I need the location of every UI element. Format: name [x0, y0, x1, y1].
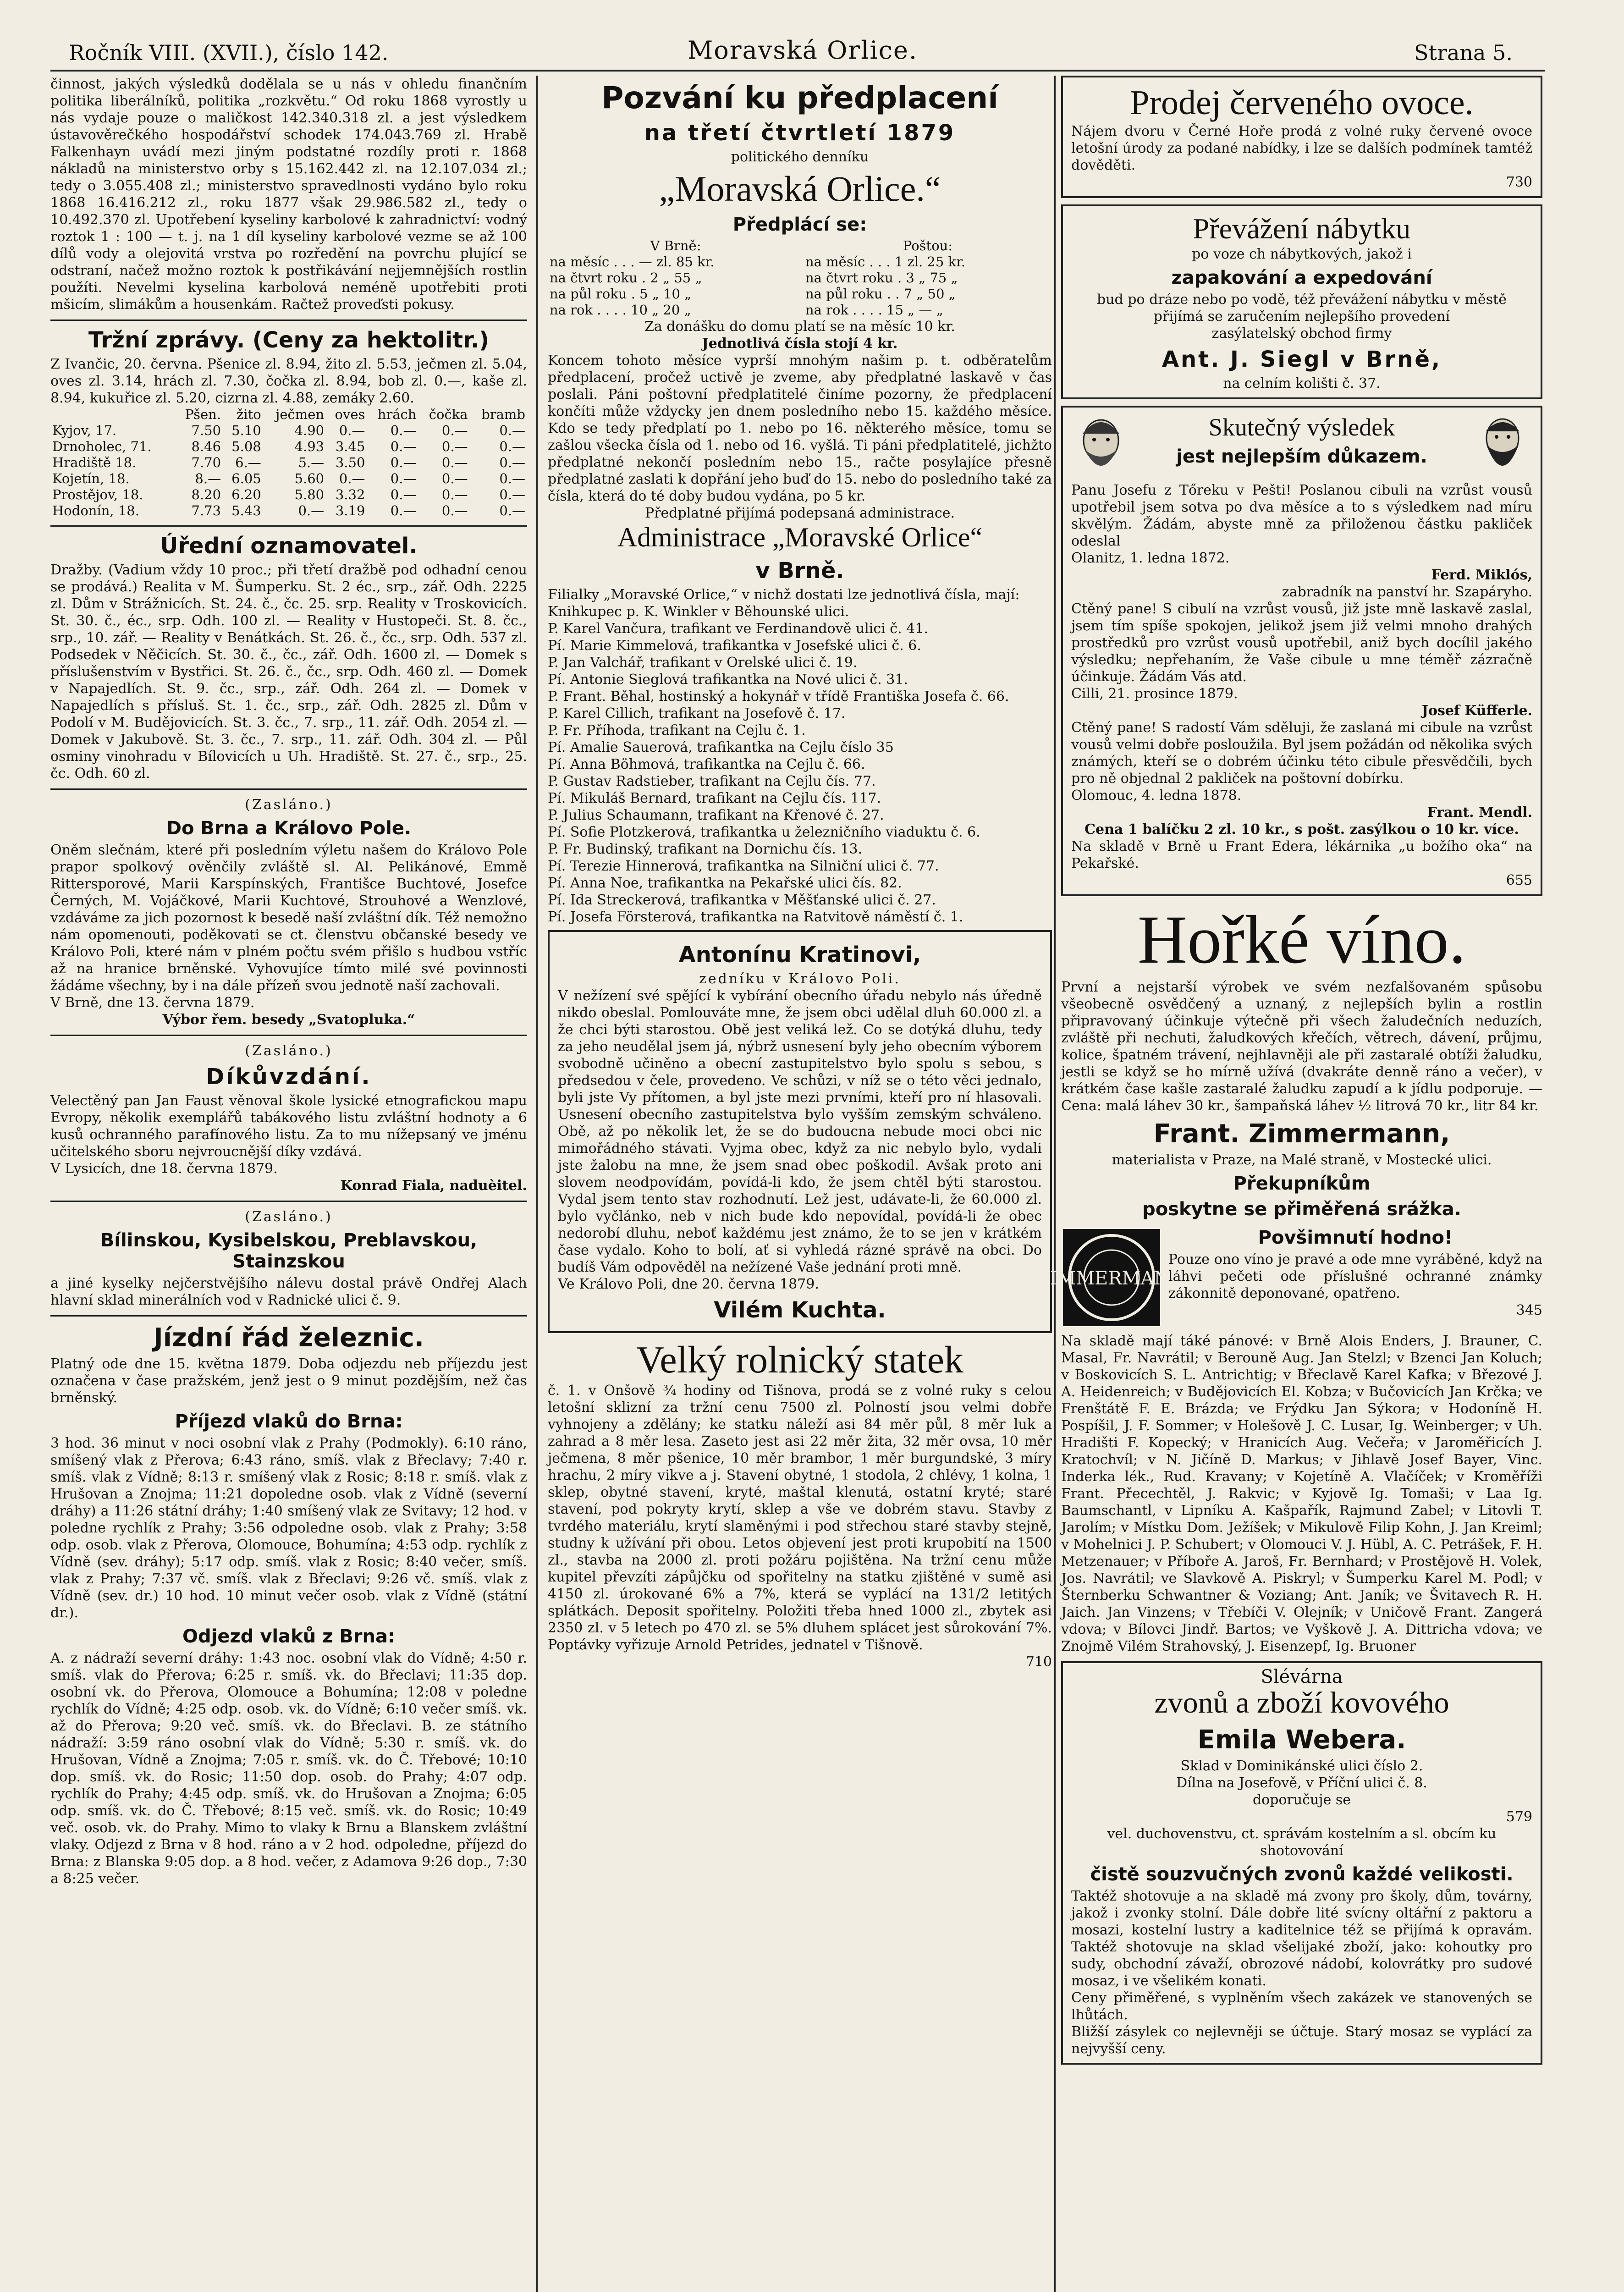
table-row — [50, 471, 527, 487]
table-cell: 8.46 — [191, 439, 221, 454]
bell-body2: Taktéž shotovuje a na skladě má zvony pro školy, dům, továrny, jakož i zvonky stolní. Dále dobře lité svícny oltářní z paktoru a mosazi, kostelní lustry a kaditelnice též se přijímá k opravám. Taktéž shotovuje na sklad všelijaké zboží, jako: kohoutky pro sudy, obchodní závaží, obrozové nádobí, kolovrátky pro sudové mosaz, i ve všelikém konati. — [1071, 1888, 1532, 1989]
column-left — [50, 76, 527, 2292]
furniture-body2: bud po dráze nebo po vodě, též převážení nábytku v městě přijímá se zaručením nejlepšího provedení — [1097, 292, 1507, 325]
table-header-cell: Pšen. — [185, 407, 221, 422]
subscription-paper: „Moravská Orlice.“ — [659, 169, 941, 209]
departures-title: Odjezd vlaků z Brna: — [182, 1626, 395, 1647]
result-date: Olanitz, 1. ledna 1872. — [1071, 550, 1230, 566]
subscription-quarter: na třetí čtvrtletí 1879 — [644, 120, 956, 146]
table-cell: 3.19 — [335, 503, 365, 518]
result-sign: Frant. Mendl. — [1427, 804, 1532, 821]
table-cell: na čtvrt roku . 3 „ 75 „ — [805, 270, 958, 286]
table-cell: 0.— — [441, 455, 468, 470]
list-item: Pí. Sofie Plotzkerová, trafikantka u železničního viaduktu č. 6. — [548, 824, 980, 840]
result-body: Ctěný pane! S radostí Vám sděluji, že zaslaná mi cibule na vzrůst vousů velmi dobře posloužila. Byl jsem požádán od několika svých známých, kteří se o dobrém účinku této cibule přesvědčili, bych pro ně objednal 2 pakliček na poštovní dobírku. — [1071, 720, 1532, 787]
administration-title: Administrace „Moravské Orlice“ — [617, 522, 983, 552]
farm-title: Velký rolnický statek — [636, 1339, 963, 1381]
timetable-intro: Platný ode dne 15. května 1879. Doba odjezdu neb příjezdu jest označena v čase pražském, jenž jest o 9 minut pozdějším, než čas brněnský. — [50, 1356, 527, 1406]
table-cell: 5.60 — [294, 471, 325, 486]
kratina-subtitle: zedníku v Královo Poli. — [699, 971, 901, 987]
bell-address-2: Dílna na Josefově, v Příční ulici č. 8. — [1176, 1775, 1427, 1791]
table-cell: 5.80 — [294, 487, 325, 502]
table-cell: 0.— — [441, 503, 468, 518]
result-date: Cilli, 21. prosince 1879. — [1071, 686, 1238, 702]
masthead-title: Moravská Orlice. — [688, 36, 918, 65]
prices-title: Předplácí se: — [732, 214, 867, 235]
farm-number: 710 — [1025, 1654, 1052, 1670]
zaslano-label: (Zasláno.) — [245, 1209, 333, 1225]
list-item: P. Karel Cillich, trafikant na Josefově č. 17. — [548, 705, 846, 722]
wine-reward: Překupníkům — [1233, 1173, 1371, 1194]
bell-foundry-ad — [1061, 1661, 1542, 2065]
table-cell: 5.08 — [231, 439, 261, 454]
table-row — [548, 302, 1052, 318]
wine-firm: Frant. Zimmermann, — [1153, 1119, 1450, 1149]
bell-main: čistě souzvučných zvonů každé velikosti. — [1090, 1864, 1514, 1885]
market-price-table — [50, 407, 527, 519]
bell-body: vel. duchovenstvu, ct. správám kostelním a sl. obcím ku shotovování — [1107, 1826, 1497, 1859]
table-cell: Drnoholec, 71. — [52, 439, 152, 454]
subscription-end: Předplatné přijímá podepsaná administrace. — [644, 505, 955, 521]
table-row — [50, 503, 527, 519]
market-text: Z Ivančic, 20. června. Pšenice zl. 8.94, žito zl. 5.53, ječmen zl. 5.04, oves zl. 3.14, hrách zl. 7.30, čočka zl. 8.94, bob zl. 0.—, kaše zl. 8.94, kukuřice zl. 5.20, cizrna zl. 4.88, zemáky 2.60. — [50, 356, 527, 406]
trademark-seal-icon — [1037, 1227, 1186, 1328]
furniture-address: na celním kolišti č. 37. — [1223, 375, 1381, 391]
wine-firm-address: materialista v Praze, na Malé straně, v Mostecké ulici. — [1112, 1152, 1492, 1168]
zaslano-label: (Zasláno.) — [245, 797, 333, 813]
bell-end: Bližší zásylek co nejlevněji se účtuje. Starý mosaz se vyplácí za nejvyšší ceny. — [1071, 2024, 1532, 2057]
result-body: Panu Josefu z Tőreku v Pešti! Poslanou cibuli na vzrůst vousů upotřebil jsem sotva po dva měsíce a to s výsledkem nad míru skvělým. Žádám, abyste mně za přiloženou částku pakliček odeslal — [1071, 482, 1532, 549]
list-item: P. Gustav Radstieber, trafikant na Cejlu čís. 77. — [548, 773, 876, 789]
table-cell: 7.70 — [191, 455, 221, 470]
divider — [50, 320, 527, 321]
zaslano-title: Bílinskou, Kysibelskou, Preblavskou, Stainzskou — [100, 1230, 478, 1272]
table-cell: na měsíc . . . 1 zl. 25 kr. — [805, 254, 966, 270]
result-store: Na skladě v Brně u Frant Edera, lékárnika „u božího oka“ na Pekařské. — [1071, 838, 1532, 871]
bell-title-1: Slévárna — [1261, 1666, 1343, 1687]
list-item: Pí. Mikuláš Bernard, trafikant na Cejlu čís. 117. — [548, 790, 881, 806]
table-cell: na rok . . . . 15 „ — „ — [805, 302, 943, 318]
table-cell: 0.— — [390, 455, 417, 470]
zaslano-label: (Zasláno.) — [245, 1043, 333, 1059]
table-cell: Kyjov, 17. — [52, 423, 117, 438]
fruit-title: Prodej červeného ovoce. — [1130, 83, 1474, 122]
table-cell: 3.50 — [335, 455, 365, 470]
wine-number: 345 — [1516, 1302, 1542, 1318]
filials-list — [548, 603, 1052, 926]
table-row — [50, 487, 527, 503]
bell-title-2: zvonů a zboží kovového — [1154, 1686, 1449, 1719]
table-cell: 0.— — [499, 503, 525, 518]
table-header-cell: oves — [335, 407, 365, 422]
arrivals-text: 3 hod. 36 minut v noci osobní vlak z Prahy (Podmokly). 6:10 ráno, smíšený vlak z Přerova; 6:43 ráno, smíš. vlak z Břeclavy; 7:40 r. smíš. vlak z Vídně; 8:13 r. smíšený vlak z Rosic; 8:18 r. smíš. vlak z Hrušovan a Znojma; 11:21 dopoledne osob. vlak z Vídně (severní dráhy) a 11:26 státní dráhy; 1:40 smíšený vlak ze Svitavy; 12 hod. v poledne rychlík z Prahy; 3:56 odpoledne osob. vlak z Prahy; 3:58 odp. osob. vlak z Přerova, Olomouce, Bohumína; 4:53 odp. rychlík z Vídně (sev. dráhy); 5:17 odp. smíš. vlak z Rosic; 8:40 večer, smíš. vlak z Prahy; 7:37 vč. smíš. vlak z Břeclavi; 9:26 vč. smíš. vlak z Vídně (sev. dr.) 10 hod. 10 minut večer osob. vlak z Vídně (státní dr.). — [50, 1435, 527, 1621]
bell-number: 579 — [1506, 1809, 1532, 1825]
table-cell: 8.— — [195, 471, 221, 486]
result-number: 655 — [1506, 872, 1532, 888]
kratina-sign: Vilém Kuchta. — [714, 1297, 886, 1323]
kratina-notice — [548, 930, 1052, 1333]
table-cell: 0.— — [499, 471, 525, 486]
bell-body3: Ceny přiměřené, s vyplněním všech zakázek ve stanovených se lhůtách. — [1071, 1990, 1532, 2023]
table-cell: 7.50 — [191, 423, 221, 438]
list-item: Pí. Marie Kimmelová, trafikantka v Josefské ulici č. 6. — [548, 638, 921, 654]
table-header-row — [548, 238, 1052, 254]
table-cell: 6.20 — [231, 487, 261, 502]
divider — [50, 788, 527, 790]
issue-number: Ročník VIII. (XVII.), číslo 142. — [69, 40, 389, 65]
result-sign: Josef Küfferle. — [1421, 703, 1532, 719]
list-item: Pí. Anna Noe, trafikantka na Pekařské ulici čís. 82. — [548, 875, 902, 891]
table-cell: 0.— — [441, 439, 468, 454]
divider — [50, 1035, 527, 1036]
seal-text: ZIMMERMANN — [1037, 1268, 1186, 1289]
finance-article: činnost, jakých výsledků dodělala se u nás v ohledu finančním politika liberálníků, politika „rozkvětu.“ Od roku 1868 vyrostly u nás vydaje pouze o maličkost 142.340.318 zl. a jest výsledkem ústavověrečkého hospodářství schodek 174.043.769 zl. Hrabě Falkenhayn uvádí mezi jiným podstatné rozdíly proti r. 1868 nákladů na ministerstvo orby s 15.162.442 zl. na 12.107.034 zl.; tedy o 3.055.408 zl.; ministerstvo spravedlnosti vydáno bylo roku 1868 16.416.212 zl., roku 1877 však 29.986.582 zl., tedy o 10.492.370 zl. Upotřebení kyseliny karbolové k zahradnictví: vodný roztok 1 : 100 — t. j. na 1 díl kyseliny karbolové vezme se až 100 dílů vody a olejovitá vrstva po rozředění na povrchu plující se odstraní, načež možno roztok k postřikávání nejjemnějších rostlin použíti. Nevelmi kyselina karbolová neméně upotřebiti proti mšicím, slimákům a housenkám. Račtež proveďsti pokusy. — [50, 76, 527, 313]
table-cell: 5.43 — [231, 503, 261, 518]
table-cell: 0.— — [499, 455, 525, 470]
zaslano-title: Do Brna a Královo Pole. — [166, 818, 412, 839]
table-cell: 0.— — [499, 439, 525, 454]
result-body: Ctěný pane! S cibulí na vzrůst vousů, již jste mně laskavě zaslal, jsem tím spíše spokojen, jelikož jsem již velmi mnoho drahých prostředků pro vzrůst vousů upotřebil, aniž bych docílil jakého výsledku; nepřehaním, že Vaše cibule u mne téměř zázračně účinkuje. Žádám Vás atd. — [1071, 601, 1532, 685]
table-cell: 0.— — [390, 487, 417, 502]
table-row — [50, 439, 527, 455]
table-cell: 0.— — [339, 423, 365, 438]
table-cell: 8.20 — [191, 487, 221, 502]
table-header-cell: ječmen — [275, 407, 325, 422]
table-cell: 0.— — [339, 471, 365, 486]
zaslano-date: V Lysicích, dne 18. června 1879. — [50, 1161, 278, 1177]
furniture-title: Převážení nábytku — [1193, 212, 1411, 245]
table-header-cell: Poštou: — [903, 238, 953, 253]
table-header-cell: V Brně: — [650, 238, 701, 253]
wine-warning: Pouze ono víno je pravé a ode mne vyráběné, když na láhvi pečeti ode příslušné ochranné známky zákonnitě deponované, opatřeno. — [1168, 1251, 1542, 1301]
list-item: Pí. Amalie Sauerová, trafikantka na Cejlu číslo 35 — [548, 739, 894, 755]
filials-intro: Filialky „Moravské Orlice,“ v nichž dostati lze jednotlivá čísla, mají: — [548, 587, 1020, 603]
wine-body: První a nejstarší výrobek ve svém nezfalšovaném spůsobu všeobecně osvědčený a uznaný, z nejlepších bylin a rostlin připravovaný účinkuje výtečně při všech žaludečních neduzích, zvláště při nechuti, žaludkových křečích, větrech, dávení, průjmu, kolice, špatném trávení, nejhlavněji ale při zastaralé obtíži žaludku, jestli se když se ho mírně užívá (dvakráte denně ráno a večer), v krátkém čase kašle zastaralé žaludku zapudí a k jídlu podporuje. — Cena: malá láhev 30 kr., šampaňská láhev ½ litrová 70 kr., litr 84 kr. — [1061, 979, 1542, 1114]
column-divider-2 — [1054, 76, 1056, 2292]
delivery-note: Za donášku do domu platí se na měsíc 10 kr. — [644, 319, 955, 335]
list-item: P. Jan Valchář, trafikant v Orelské ulici č. 19. — [548, 655, 858, 671]
page-number: Strana 5. — [1414, 40, 1513, 65]
wine-seal-row — [1037, 1223, 1542, 1333]
result-date: Olomouc, 4. ledna 1878. — [1071, 788, 1242, 804]
fruit-ad — [1061, 76, 1542, 198]
table-cell: na rok . . . . 10 „ 20 „ — [550, 302, 691, 318]
table-cell: 0.— — [298, 503, 325, 518]
table-cell: na půl roku . 5 „ 10 „ — [550, 286, 692, 302]
bell-title-3: Emila Webera. — [1197, 1725, 1406, 1755]
list-item: P. Julius Schaumann, trafikant na Křenové č. 27. — [548, 807, 884, 823]
furniture-firm: Ant. J. Siegl v Brně, — [1162, 347, 1442, 372]
result-subtitle: jest nejlepším důkazem. — [1176, 446, 1427, 467]
zaslano-date: V Brně, dne 13. června 1879. — [50, 995, 255, 1011]
furniture-body3: zasýlatelský obchod firmy — [1211, 325, 1392, 342]
kratina-body: V nežízení své spějící k vybírání obecního úřadu nebylo nás úředně nikdo obeslal. Pomlouváte mne, že jsem obci udělal dluh 60.000 zl. a že chci býti starostou. Obě jest veliká lež. Co se dotýká dluhu, tedy za jeho neudělal jsem já, nýbrž usnesení byly jeho obecním výborem svobodně učiněno a obecní zastupitelstvo bylo spolu s sebou, s předsedou v čele, provedeno. Ve schůzi, v níž se o této věci jednalo, byli jste Vy přítomen, a byl jste mezi prvními, kteří pro ní hlasovali. Usnesení obecního zastupitelstva bylo vyšším zemským schváleno. Obě, až po několik let, že se do budoucna nebude moci obci nic mimořádného stávati. Vyjma obec, když za nic nebylo bylo, vydali jste žalobu na mne, že jsem snad obec poškodil. Avšak proto ani slovem neodpovídám, povídá-li kdo, že jsem chtěl býti starostou. Vydal jsem tento stav rozhodnutí. Lež jest, udávate-li, že 60.000 zl. bylo vyčlánko, neb v nich bude kdo nepovídal, povídá-li že obec nedorobí dluhu, neboť každému jest známo, že to se jen v krátkém čase vydalo. Koho to bolí, ať si vyhledá rázné správě na obci. Do budíš Vám odpověděl na nežízené Vaše jednání proti mně. — [558, 988, 1042, 1275]
table-header-cell: žito — [237, 407, 261, 422]
single-copy-price: Jednotlivá čísla stojí 4 kr. — [702, 336, 898, 352]
bell-address-1: Sklad v Dominikánské ulici číslo 2. — [1180, 1758, 1423, 1774]
official-title: Úřední oznamovatel. — [160, 533, 418, 559]
wine-title: Hořké víno. — [1137, 902, 1466, 978]
zaslano-text: a jiné kyselky nejčerstvějšího nálevu dostal právě Ondřej Alach hlavní sklad minerálních vod v Radnické ulici č. 9. — [50, 1275, 527, 1308]
fruit-body: Nájem dvoru v Černé Hoře prodá z volné ruky červené ovoce letošní úrody za podané nabídky, i lze se dalších podmínek tamtéž dověděti. — [1071, 123, 1532, 173]
fruit-number: 730 — [1506, 174, 1532, 190]
timetable-title: Jízdní řád železnic. — [153, 1323, 424, 1353]
table-cell: 6.— — [235, 455, 261, 470]
table-cell: 4.93 — [294, 439, 325, 454]
table-cell: 0.— — [390, 503, 417, 518]
page-header — [69, 36, 1513, 68]
table-cell: 3.32 — [335, 487, 365, 502]
list-item: P. Fr. Budinský, trafikant na Dornichu čís. 13. — [548, 841, 863, 857]
table-cell: na půl roku . . 7 „ 50 „ — [805, 286, 956, 302]
bell-recommend: doporučuje se — [1252, 1792, 1351, 1808]
table-cell: 0.— — [390, 423, 417, 438]
table-cell: 7.73 — [191, 503, 221, 518]
subscription-title: Pozvání ku předplacení — [601, 80, 998, 116]
zaslano-text: Velectěný pan Jan Faust věnoval škole lysické etnografickou mapu Evropy, několik exemplářů tabákového listu zvláštní hodnoty a 6 kusů ochranného parafínového listu. Za to mu nížepsaný ve jménu učitelského sboru nejvroucnější díky vzdává. — [50, 1093, 527, 1160]
table-cell: 0.— — [390, 439, 417, 454]
list-item: Pí. Terezie Hinnerová, trafikantka na Silniční ulici č. 77. — [548, 858, 939, 874]
table-cell: Prostějov, 18. — [52, 487, 143, 502]
subscription-political: politického denníku — [731, 149, 869, 165]
wine-warning-title: Povšimnutí hodno! — [1258, 1227, 1453, 1248]
result-price: Cena 1 balíčku 2 zl. 10 kr., s pošt. zasýlkou o 10 kr. více. — [1085, 821, 1519, 837]
list-item: Pí. Ida Streckerová, trafikantka v Měšťanské ulici č. 27. — [548, 892, 936, 908]
arrivals-title: Příjezd vlaků do Brna: — [175, 1411, 403, 1432]
list-item: Pí. Josefa Försterová, trafikantka na Ratvitově náměstí č. 1. — [548, 909, 963, 925]
list-item: P. Fr. Příhoda, trafikant na Cejlu č. 1. — [548, 722, 806, 738]
zaslano-sign: Výbor řem. besedy „Svatopluka.“ — [162, 1012, 415, 1028]
table-cell: 5.10 — [231, 423, 261, 438]
man-portrait-icon — [1071, 413, 1131, 482]
market-title: Tržní zprávy. (Ceny za hektolitr.) — [88, 327, 490, 353]
table-cell: na čtvrt roku . 2 „ 55 „ — [550, 270, 702, 286]
subscription-body: Koncem tohoto měsíce vyprší mnohým našim p. t. odběratelům předplacení, pročež uctivě je zveme, aby předplatné laskavě v čas poslali. Páni poštovní předplatitelé činíme pozorny, že předplacení končíti může vždycky jen dnem posledního nebo 15. každého měsíce. Kdo se tedy předplatí po 1. nebo po 16. některého měsíce, tomu se zašlou všecka čísla od 1. nebo od 16. vyšlá. Ti páni předplatitelé, jichžto předplatné nekončí posledním nebo 15., račte posylajíce přesně předplatné zaslati k dopřání jeho buď do 15. nebo do posledního také za čísla, která do té doby budou vydána, po 5 kr. — [548, 353, 1052, 504]
table-header-cell — [50, 407, 175, 423]
zaslano-sign: Konrad Fiala, naduèitel. — [340, 1178, 527, 1194]
table-cell: 5.— — [298, 455, 325, 470]
table-row — [548, 270, 1052, 286]
table-cell: 6.05 — [231, 471, 261, 486]
divider — [50, 525, 527, 527]
hair-growth-ad — [1061, 406, 1542, 896]
table-header-cell: čočka — [429, 407, 468, 422]
zaslano-title: Díkůvzdání. — [206, 1064, 372, 1090]
list-item: Knihkupec p. K. Winkler v Běhounské ulici. — [548, 604, 849, 620]
wine-reward2: poskytne se přiměřená srážka. — [1142, 1199, 1461, 1220]
zaslano-text: Oněm slečnám, které při posledním výletu našem do Královo Pole prapor spolkový ověnčily zvláště sl. Al. Pelikánové, Emmě Rittersporové, Marii Karspínských, Františce Buchtové, Josefce Černých, M. Vojáčkové, Marii Kuchtové, Strouhové a Wenzlové, vzdáváme za jich pozornost k besedě naší zvláštní dík. Též nemožno nám opomenouti, poděkovati se ct. členstvu občanské besedy ve Královo Poli, které nám v plném počtu svém přišlo s hudbou vstříc až na hranice brněnské. Vyhovujíce tímto milé své povinnosti žádáme všechny, by i na dále přízeň svou jednotě naší zachovali. — [50, 842, 527, 994]
list-item: Pí. Antonie Sieglová trafikantka na Nové ulici č. 31. — [548, 672, 908, 688]
table-cell: 0.— — [441, 487, 468, 502]
result-sign: Ferd. Miklós, — [1431, 567, 1532, 583]
ad-header — [1071, 413, 1532, 482]
furniture-subtitle: zapakování a expedování — [1171, 267, 1432, 288]
table-cell: 3.45 — [335, 439, 365, 454]
list-item: P. Frant. Běhal, hostinský a hokynář v třídě Františka Josefa č. 66. — [548, 689, 1009, 705]
kratina-date: Ve Královo Poli, dne 20. června 1879. — [558, 1276, 819, 1292]
column-middle — [548, 76, 1052, 2292]
administration-city: v Brně. — [755, 558, 844, 584]
table-row — [548, 254, 1052, 270]
price-table — [548, 238, 1052, 318]
kratina-title: Antonínu Kratinovi, — [678, 942, 921, 968]
table-cell: 4.90 — [294, 423, 325, 438]
header-rule — [50, 70, 1545, 72]
divider — [50, 1201, 527, 1202]
list-item: Pí. Anna Böhmová, trafikantka na Cejlu č. 66. — [548, 756, 865, 772]
table-header-cell: hrách — [377, 407, 417, 422]
table-header-cell: bramb — [481, 407, 525, 422]
table-row — [50, 455, 527, 471]
table-cell: Kojetín, 18. — [52, 471, 130, 486]
official-text: Dražby. (Vadium vždy 10 proc.; při třetí dražbě pod odhadní cenou se prodává.) Realita v M. Šumperku. St. 2 éc., srp., zář. Odh. 2225 zl. Dům v Strážnicích. St. 24. č., čc. 25. srp. Reality v Troskovicích. St. 30. č., éc., srp. Odh. 100 zl. — Reality v Hustopeči. St. 8. čc., srp., 10. zář. — Reality v Benátkách. St. 26. č., čc., srp. Odh. 537 zl. Podsedek v Něčicích. St. 30. č., čc., zář. Odh. 1600 zl. — Domek s příslušenstvím v Bystřici. St. 26. č., čc., srp. Odh. 460 zl. — Domek v Napajedlích. St. 9. čc., srp., zář. Odh. 264 zl. — Domek v Napajedlích s přísluš. St. 1. čc., srp., zář. Odh. 2825 zl. Dům v Podolí v M. Budějovicích. St. 3. čc., 7. srp., 11. zář. Odh. 2054 zl. — Domek v Jakubově. St. 3. čc., 7. srp., 11. zář. Odh. 304 zl. — Půl osminy vinohradu v Bílovicích u Uh. Hradiště. St. 27. č., srp., 25. čc. Odh. 60 zl. — [50, 562, 527, 782]
table-cell: 0.— — [499, 487, 525, 502]
table-cell: 0.— — [390, 471, 417, 486]
result-sign-role: zabradník na panství hr. Szapáryho. — [1282, 584, 1532, 600]
list-item: P. Karel Vančura, trafikant ve Ferdinandově ulici č. 41. — [548, 621, 928, 637]
table-cell: na měsíc . . . — zl. 85 kr. — [550, 254, 715, 270]
bearded-man-icon — [1473, 413, 1532, 482]
result-title: Skutečný výsledek — [1208, 413, 1395, 441]
furniture-body: po voze ch nábytkových, jakož i — [1192, 246, 1412, 262]
table-row — [548, 286, 1052, 302]
farm-body: č. 1. v Onšově ¾ hodiny od Tišnova, prodá se z volné ruky s celou letošní sklizní za tržní cenu 7500 zl. Polností jsou velmi dobře vyhnojeny a zdělány; ke statku náleží asi 84 měr půl, 8 měr luk a zahrad a 8 měr lesa. Zaseto jest asi 22 měr žita, 32 měr ovsa, 10 měr ječmena, 8 měr pšenice, 10 měr brambor, 1 měr burgundské, 3 míry hrachu, 2 míry vikve a j. Stavení obytné, 1 stodola, 2 chlévy, 1 kolna, 1 sklep, obytné stavení, kryté, maštal klenutá, ostatní kryté; staré stavení, pod pokryty krytí, sklep a vše ve dobrém stavu. Stavby z tvrdého materiálu, krytí slaměnými i pod střechou staré stavby stejně, studny k užívání při obou. Letos objevení jest proti krupobití na 1500 zl., stavba na 2000 zl. proti požáru pojištěna. Na tržní cenu může kupitel převzíti zápůjčku od spořitelny na statku zjištěné v sumě asi 4150 zl. úrokované 6% a 7%, která se vyplácí na 131/2 letitých splátkách. Deposit spořitelny. Položiti třeba hned 1000 zl., zbytek asi 2350 zl. v 5 letech po 470 zl. se 5% dluhem splácet jest sůrokování 7%. Poptávky vyřizuje Arnold Petrides, jednatel v Tišnově. — [548, 1383, 1052, 1653]
table-row — [50, 423, 527, 439]
table-cell: 0.— — [441, 471, 468, 486]
departures-text: A. z nádraží severní dráhy: 1:43 noc. osobní vlak do Vídně; 4:50 r. smíš. vlak do Přerova; 6:25 r. smíš. vk. do Břeclavi; 11:35 dop. osobní vk. do Přerova, Olomouce a Bohumína; 12:08 v poledne rychlík do Vídně; 4:25 odp. osob. vk. do Vídně; 6:10 večer smíš. vk. až do Přerova; 9:20 več. smíš. vk. do Břeclavi. B. ze státního nádraží: 3:59 ráno osobní vlak do Vídně; 5:30 r. smíš. vk. do Hrušovan, Vídně a Znojma; 7:05 r. smíš. vk. do Č. Třebové; 10:10 dop. smíš. vk. do Rosic; 11:50 dop. osob. do Prahy; 4:07 odp. rychlík do Prahy; 4:45 odp. smíš. vk. do Hrušovan a Znojma; 6:05 odp. smíš. vk. do Č. Třebové; 8:15 več. smíš. vk. do Rosic; 10:49 več. osob. vk. do Prahy. Mimo to vlaky k Brnu a Blanskem zvláštní vlaky. Odjezd z Brna v 8 hod. ráno a v 2 hod. odpoledne, příjezd do Brna: z Blanska 9:05 dop. a 8 hod. večer, z Adamova 9:26 dop., 7:30 a 8:25 večer. — [50, 1650, 527, 1887]
table-cell: 0.— — [499, 423, 525, 438]
table-cell: Hodonín, 18. — [52, 503, 139, 518]
column-divider-1 — [536, 76, 538, 2292]
table-cell: Hradiště 18. — [52, 455, 137, 470]
divider — [50, 1315, 527, 1317]
table-cell: 0.— — [441, 423, 468, 438]
furniture-ad — [1061, 204, 1542, 399]
wine-stockists: Na skladě mají táké pánové: v Brně Alois Enders, J. Brauner, C. Masal, Fr. Navrátil; v Berouně Aug. Jan Stelzl; v Bzenci Jan Koluch; v Boskovicích S. L. Antrichtig; v Břeclavě Karel Kafka; v Březové J. A. Heidenreich; v Budějovicích El. Kobza; v Bučovicích Jan Krčka; ve Frenštátě F. E. Brázda; ve Frýdku Jan Sýkora; v Hodoníně H. Pospíšil, J. F. Sommer; v Holešově J. C. Lusar, Ig. Weinberger; v Uh. Hradišti F. Kopecký; v Hranicích Aug. Večeřa; v Jaroměřicích J. Kratochvíl; v N. Jičíně D. Markus; v Jihlavě Josef Bayer, Vinc. Inderka lék., Rud. Kravany; v Kojetíně A. Vlačíček; v Kroměříži Frant. Přecechtěl, J. Rakvic; v Kyjově Ig. Tomaši; v Laa Ig. Baumschantl, v Lipníku A. Kašpařík, Rajmund Zabel; v Litovli T. Jarolím; v Místku Dom. Ježíšek; v Mikulově Filip Kohn, J. Jan Kreiml; v Mohelnici J. P. Schubert; v Olomouci V. J. Hübl, A. C. Petrášek, F. H. Metzenauer; v Příboře A. Jaroš, Fr. Bernhard; v Prostějově H. Volek, Jos. Navrátil; ve Slavkově A. Piskryl; v Šumperku Karel M. Podl; v Šternberku Schwantner & Voziang; Ant. Janík; ve Švitavech R. H. Jaich. Jan Vinzens; v Třebíči V. Olejník; v Uničově Frant. Zangerá vdova; v Bílovci Jindř. Bartos; ve Vyškově J. A. Dittricha vdova; ve Znojmě Vilém Strahovský, J. Eisenzepf, Ig. Bruoner — [1061, 1333, 1542, 1654]
table-header-row — [50, 407, 527, 423]
